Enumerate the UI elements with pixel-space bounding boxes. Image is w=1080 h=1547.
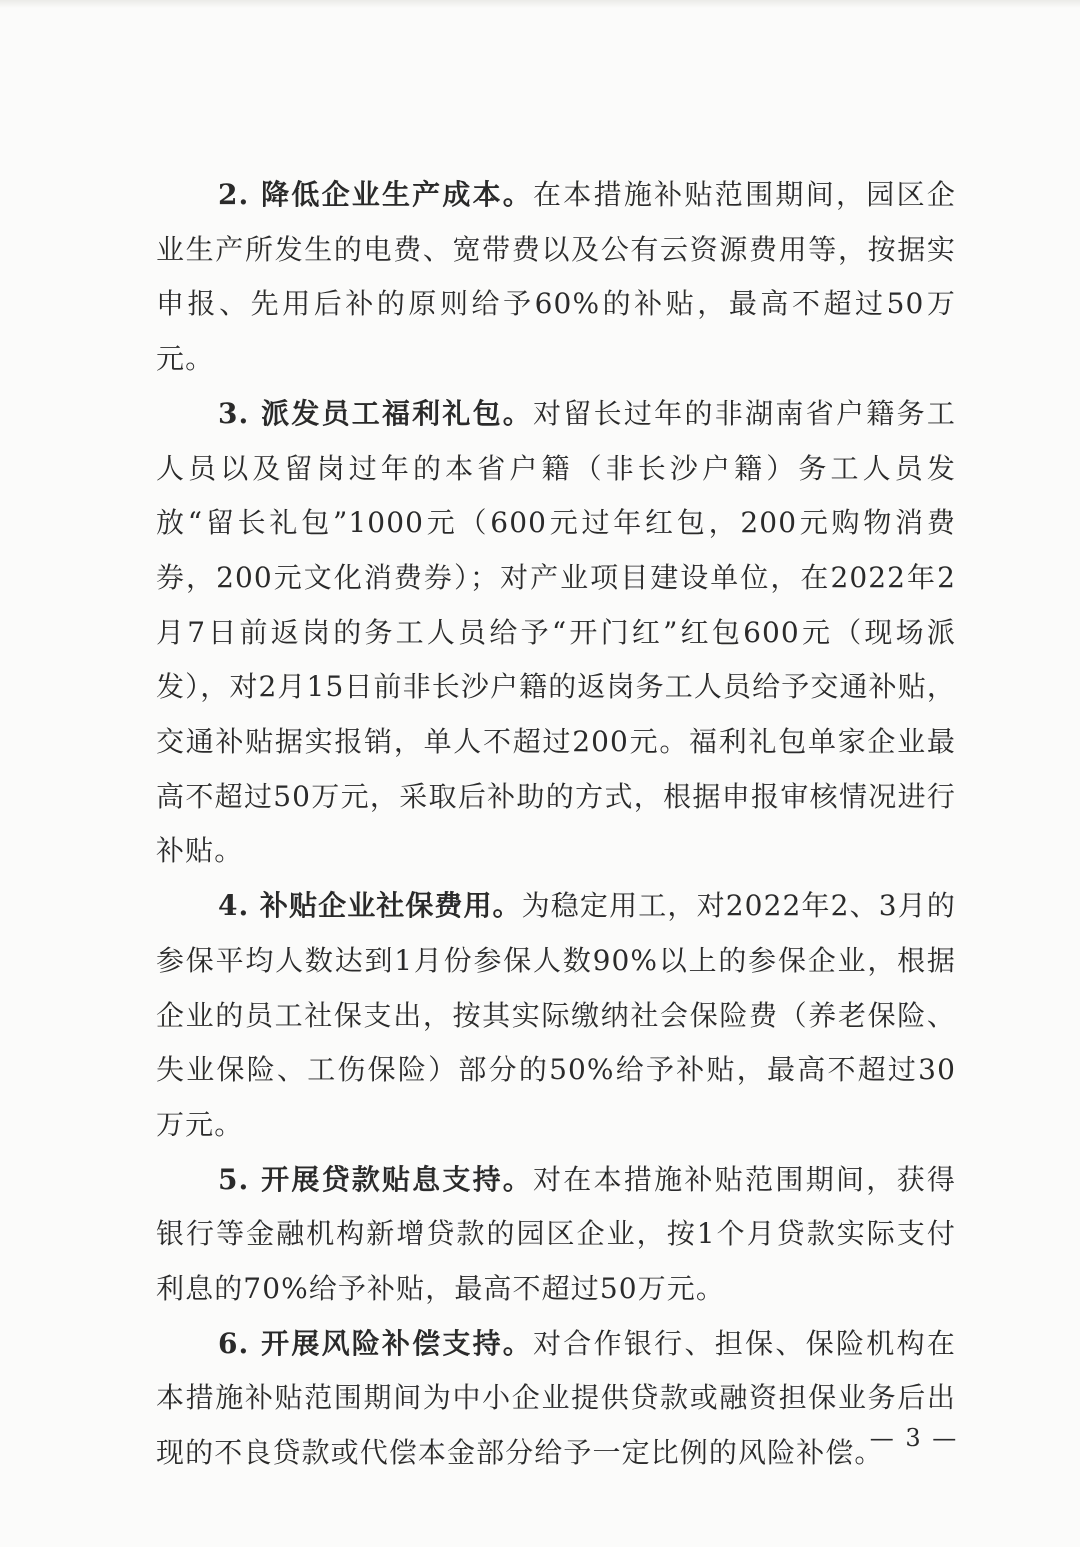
paragraph-text: 对在本措施补贴范围期间，获得银行等金融机构新增贷款的园区企业，按1个月贷款实际支付利息的70%给予补贴，最高不超过50万元。: [156, 1162, 956, 1306]
paragraph-text: 为稳定用工，对2022年2、3月的参保平均人数达到1月份参保人数90%以上的参保企业，根据企业的员工社保支出，按其实际缴纳社会保险费（养老保险、失业保险、工伤保险）部分的50%给予补贴，最高不超过30万元。: [156, 889, 957, 1141]
document-body: [156, 168, 956, 1481]
paragraph-text: 对合作银行、担保、保险机构在本措施补贴范围期间为中小企业提供贷款或融资担保业务后出现的不良贷款或代偿本金部分给予一定比例的风险补偿。: [156, 1326, 956, 1470]
paragraph-item-2: [156, 168, 956, 387]
page-number: — 3 —: [869, 1424, 959, 1452]
paragraph-heading: 3. 派发员工福利礼包。: [218, 396, 533, 430]
paragraph-item-6: [156, 1317, 956, 1481]
paragraph-item-3: [156, 387, 956, 879]
paragraph-text: 对留长过年的非湖南省户籍务工人员以及留岗过年的本省户籍（非长沙户籍）务工人员发放“留长礼包”1000元（600元过年红包，200元购物消费券，200元文化消费券）；对产业项目建设单位，在2022年2月7日前返岗的务工人员给予“开门红”红包600元（现场派发），对2月15日前非长沙户籍的返岗务工人员给予交通补贴，交通补贴据实报销，单人不超过200元。福利礼包单家企业最高不超过50万元，采取后补助的方式，根据申报审核情况进行补贴。: [156, 396, 956, 868]
paragraph-heading: 4. 补贴企业社保费用。: [218, 889, 522, 923]
paragraph-item-4: [156, 879, 956, 1153]
paragraph-text: 在本措施补贴范围期间，园区企业生产所发生的电费、宽带费以及公有云资源费用等，按据实申报、先用后补的原则给予60%的补贴，最高不超过50万元。: [156, 178, 956, 376]
paragraph-heading: 6. 开展风险补偿支持。: [218, 1326, 533, 1360]
paragraph-item-5: [156, 1153, 956, 1317]
paragraph-heading: 5. 开展贷款贴息支持。: [218, 1162, 533, 1196]
page-top-edge: [0, 0, 1080, 8]
paragraph-heading: 2. 降低企业生产成本。: [218, 178, 533, 211]
